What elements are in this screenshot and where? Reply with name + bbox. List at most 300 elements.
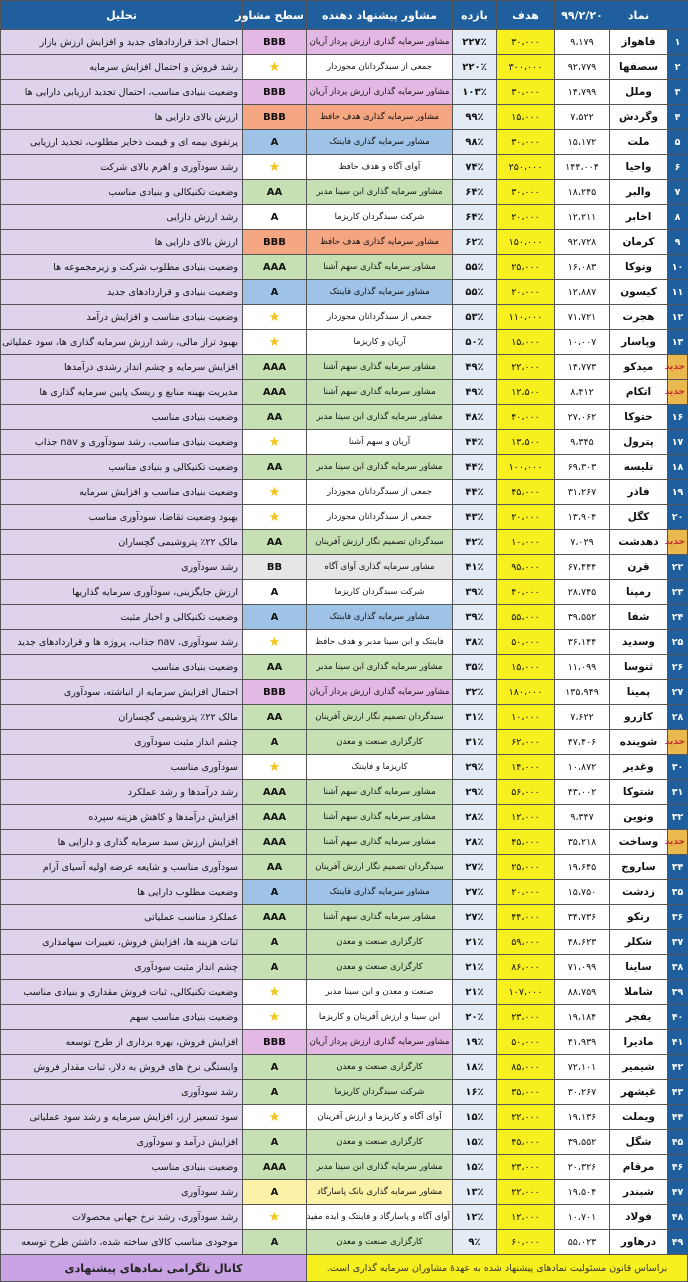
target-cell: ۲۳،۰۰۰	[497, 1005, 555, 1030]
return-cell: ۱۵٪	[453, 1130, 497, 1155]
level-cell: AAA	[243, 780, 307, 805]
row-number: ۲۸	[668, 705, 688, 730]
return-cell: ۷۴٪	[453, 155, 497, 180]
table-row	[1, 580, 688, 605]
target-cell: ۱۰،۰۰۰	[497, 705, 555, 730]
row-number: ۲۴	[668, 605, 688, 630]
level-cell: BBB	[243, 80, 307, 105]
advisor-cell: مشاور سرمایه گذاری سهم آشنا	[307, 805, 453, 830]
row-number: ۴۱	[668, 1030, 688, 1055]
level-cell: A	[243, 1230, 307, 1255]
target-cell: ۴۵،۰۰۰	[497, 830, 555, 855]
header-level: سطح مشاور	[243, 1, 307, 30]
level-cell: AAA	[243, 830, 307, 855]
target-cell: ۳۰۰،۰۰۰	[497, 55, 555, 80]
row-number: ۱۷	[668, 430, 688, 455]
level-cell	[243, 755, 307, 780]
analysis-cell: سودآوری مناسب	[1, 755, 243, 780]
symbol-cell: اخابر	[610, 205, 668, 230]
table-row	[1, 280, 688, 305]
advisor-cell: آوای آگاه و پاسارگاد و فاینتک و ایده مفید	[307, 1205, 453, 1230]
level-cell: AA	[243, 180, 307, 205]
analysis-cell: وضعیت بنیادی مناسب	[1, 655, 243, 680]
advisor-cell: مشاور سرمایه گذاری سهم آشنا	[307, 830, 453, 855]
return-cell: ۱۵٪	[453, 1105, 497, 1130]
symbol-cell: پمینا	[610, 680, 668, 705]
row-number: ۴	[668, 105, 688, 130]
symbol-cell: والبر	[610, 180, 668, 205]
symbol-cell: فاذر	[610, 480, 668, 505]
row-number: ۲۲	[668, 555, 688, 580]
return-cell: ۳۹٪	[453, 580, 497, 605]
target-cell: ۲۲،۰۰۰	[497, 1105, 555, 1130]
level-cell	[243, 430, 307, 455]
table-row	[1, 405, 688, 430]
row-number: ۶	[668, 155, 688, 180]
price-cell: ۱۲،۲۱۱	[555, 205, 610, 230]
analysis-cell: وضعیت مطلوب دارایی ها	[1, 880, 243, 905]
advisor-cell: مشاور سرمایه گذاری ابن سینا مدبر	[307, 1155, 453, 1180]
table-row	[1, 855, 688, 880]
table-row	[1, 630, 688, 655]
level-cell: BBB	[243, 680, 307, 705]
return-cell: ۵۰٪	[453, 330, 497, 355]
analysis-cell: وابستگی نرخ های فروش به دلار، ثبات مقدار فروش	[1, 1055, 243, 1080]
advisor-cell: مشاور سرمایه گذاری ارزش پرداز آریان	[307, 80, 453, 105]
price-cell: ۲۸،۷۴۵	[555, 580, 610, 605]
row-number: ۳۸	[668, 955, 688, 980]
price-cell: ۴۷،۴۰۶	[555, 730, 610, 755]
symbol-cell: ساروج	[610, 855, 668, 880]
row-number: ۱۰	[668, 255, 688, 280]
target-cell: ۱۵،۰۰۰	[497, 330, 555, 355]
analysis-cell: افزایش ارزش سبد سرمایه گذاری و دارایی ها	[1, 830, 243, 855]
table-row	[1, 480, 688, 505]
star-icon: ★	[268, 434, 281, 450]
analysis-cell: مالک ۲۲٪ پتروشیمی گچساران	[1, 530, 243, 555]
symbol-cell: غیشهر	[610, 1080, 668, 1105]
return-cell: ۴۴٪	[453, 480, 497, 505]
row-number: ۴۹	[668, 1230, 688, 1255]
price-cell: ۷،۰۲۹	[555, 530, 610, 555]
table-row	[1, 330, 688, 355]
table-row	[1, 530, 688, 555]
table-row	[1, 255, 688, 280]
table-row	[1, 830, 688, 855]
table-row	[1, 1030, 688, 1055]
row-number: ۲۷	[668, 680, 688, 705]
row-number: ۴۷	[668, 1180, 688, 1205]
table-row	[1, 130, 688, 155]
advisor-cell: مشاور سرمایه گذاری ارزش پرداز آریان	[307, 1030, 453, 1055]
level-cell	[243, 305, 307, 330]
table-row	[1, 880, 688, 905]
symbol-cell: مادیرا	[610, 1030, 668, 1055]
price-cell: ۱۹،۶۴۵	[555, 855, 610, 880]
target-cell: ۲۰،۰۰۰	[497, 280, 555, 305]
symbol-cell: شتوکا	[610, 780, 668, 805]
price-cell: ۳۶،۱۴۴	[555, 630, 610, 655]
analysis-cell: رشد سودآوری، nav جذاب، پروژه ها و قراردادهای جدید	[1, 630, 243, 655]
symbol-cell: مرقام	[610, 1155, 668, 1180]
row-number: ۹	[668, 230, 688, 255]
star-icon: ★	[268, 509, 281, 525]
price-cell: ۱۰،۷۰۱	[555, 1205, 610, 1230]
advisor-cell: کارگزاری صنعت و معدن	[307, 730, 453, 755]
symbol-cell: ویملت	[610, 1105, 668, 1130]
return-cell: ۱۶٪	[453, 1080, 497, 1105]
symbol-cell: درهاور	[610, 1230, 668, 1255]
symbol-cell: تلیسه	[610, 455, 668, 480]
symbol-cell: واحیا	[610, 155, 668, 180]
return-cell: ۴۴٪	[453, 455, 497, 480]
price-cell: ۱۰،۰۰۷	[555, 330, 610, 355]
advisor-cell: مشاور سرمایه گذاری آوای آگاه	[307, 555, 453, 580]
symbol-cell: کگل	[610, 505, 668, 530]
return-cell: ۳۵٪	[453, 655, 497, 680]
advisor-cell: جمعی از سبدگردانان مجوزدار	[307, 505, 453, 530]
table-row	[1, 180, 688, 205]
target-cell: ۶۰،۰۰۰	[497, 1230, 555, 1255]
footer-disclaimer: براساس قانون مسئولیت نمادهای پیشنهاد شده به عهدهٔ مشاوران سرمایه گذاری است.	[307, 1255, 688, 1282]
table-body	[1, 30, 688, 1255]
table-row	[1, 55, 688, 80]
level-cell	[243, 1005, 307, 1030]
return-cell: ۱۲٪	[453, 1205, 497, 1230]
telegram-channel-label[interactable]: کانال تلگرامی نمادهای پیشنهادی	[1, 1255, 307, 1282]
return-cell: ۴۹٪	[453, 380, 497, 405]
symbol-cell: شفا	[610, 605, 668, 630]
row-number: ۳۷	[668, 930, 688, 955]
return-cell: ۳۱٪	[453, 705, 497, 730]
return-cell: ۲۱٪	[453, 955, 497, 980]
target-cell: ۱۸۰،۰۰۰	[497, 680, 555, 705]
symbol-cell: شیمیر	[610, 1055, 668, 1080]
symbol-cell: شاملا	[610, 980, 668, 1005]
table-row	[1, 155, 688, 180]
analysis-cell: افزایش درآمد و سودآوری	[1, 1130, 243, 1155]
star-icon: ★	[268, 634, 281, 650]
return-cell: ۴۹٪	[453, 355, 497, 380]
row-number: ۳۵	[668, 880, 688, 905]
level-cell: BB	[243, 555, 307, 580]
level-cell: BBB	[243, 30, 307, 55]
symbol-cell: وپاسار	[610, 330, 668, 355]
price-cell: ۹،۳۴۵	[555, 430, 610, 455]
price-cell: ۳۹،۵۵۲	[555, 605, 610, 630]
price-cell: ۳۹،۵۵۲	[555, 1130, 610, 1155]
target-cell: ۸۵،۰۰۰	[497, 1055, 555, 1080]
return-cell: ۴۱٪	[453, 555, 497, 580]
level-cell: A	[243, 580, 307, 605]
return-cell: ۳۹٪	[453, 605, 497, 630]
symbol-cell: قرن	[610, 555, 668, 580]
symbol-cell: فاهواز	[610, 30, 668, 55]
price-cell: ۱۴،۷۹۹	[555, 80, 610, 105]
analysis-cell: ثبات هزینه ها، افزایش فروش، تغییرات سهامداری	[1, 930, 243, 955]
level-cell: A	[243, 605, 307, 630]
advisor-cell: کارگزاری صنعت و معدن	[307, 1130, 453, 1155]
table-row	[1, 355, 688, 380]
price-cell: ۱۹،۵۰۴	[555, 1180, 610, 1205]
table-row	[1, 380, 688, 405]
table-row	[1, 555, 688, 580]
target-cell: ۱۰۷،۰۰۰	[497, 980, 555, 1005]
price-cell: ۱۴۴،۰۰۴	[555, 155, 610, 180]
price-cell: ۷،۵۲۲	[555, 105, 610, 130]
return-cell: ۱۵٪	[453, 1155, 497, 1180]
analysis-cell: بهبود تراز مالی، رشد ارزش سرمایه گذاری ها، سود عملیاتی	[1, 330, 243, 355]
target-cell: ۵۰،۰۰۰	[497, 1030, 555, 1055]
table-row	[1, 780, 688, 805]
symbol-cell: ساینا	[610, 955, 668, 980]
table-row	[1, 1230, 688, 1255]
target-cell: ۲۰،۰۰۰	[497, 505, 555, 530]
advisor-cell: جمعی از سبدگردانان مجوزدار	[307, 305, 453, 330]
row-number: ۸	[668, 205, 688, 230]
star-icon: ★	[268, 1109, 281, 1125]
return-cell: ۲۸٪	[453, 830, 497, 855]
table-row	[1, 655, 688, 680]
table-row	[1, 1130, 688, 1155]
table-row	[1, 905, 688, 930]
return-cell: ۱۸٪	[453, 1055, 497, 1080]
symbol-cell: اتکام	[610, 380, 668, 405]
return-cell: ۶۴٪	[453, 205, 497, 230]
symbol-cell: زدشت	[610, 880, 668, 905]
analysis-cell: احتمال اخذ قراردادهای جدید و افزایش ارزش بازار	[1, 30, 243, 55]
symbol-cell: کرمان	[610, 230, 668, 255]
table-row	[1, 1005, 688, 1030]
row-number: ۳۶	[668, 905, 688, 930]
advisor-cell: کارگزاری صنعت و معدن	[307, 930, 453, 955]
return-cell: ۴۳٪	[453, 505, 497, 530]
return-cell: ۲۷٪	[453, 855, 497, 880]
row-number: جدید	[668, 530, 688, 555]
row-number: ۴۶	[668, 1155, 688, 1180]
analysis-cell: موجودی مناسب کالای ساخته شده، داشتن طرح توسعه	[1, 1230, 243, 1255]
target-cell: ۵۰،۰۰۰	[497, 630, 555, 655]
table-row	[1, 1055, 688, 1080]
price-cell: ۷۲،۱۰۱	[555, 1055, 610, 1080]
symbol-cell: میدکو	[610, 355, 668, 380]
target-cell: ۲۳،۰۰۰	[497, 1155, 555, 1180]
price-cell: ۶۷،۴۴۴	[555, 555, 610, 580]
target-cell: ۲۰،۰۰۰	[497, 880, 555, 905]
target-cell: ۱۱۰،۰۰۰	[497, 305, 555, 330]
analysis-cell: وضعیت بنیادی مناسب، احتمال تجدید ارزیابی دارایی ها	[1, 80, 243, 105]
header-symbol: نماد	[610, 1, 668, 30]
advisor-cell: مشاور سرمایه گذاری ابن سینا مدبر	[307, 405, 453, 430]
target-cell: ۲۲،۰۰۰	[497, 1180, 555, 1205]
return-cell: ۱۰۳٪	[453, 80, 497, 105]
table-row	[1, 605, 688, 630]
price-cell: ۳۰،۲۶۷	[555, 1080, 610, 1105]
return-cell: ۶۴٪	[453, 180, 497, 205]
level-cell	[243, 1205, 307, 1230]
advisor-cell: مشاور سرمایه گذاری فاینتک	[307, 605, 453, 630]
star-icon: ★	[268, 1209, 281, 1225]
advisor-cell: کارگزاری صنعت و معدن	[307, 1055, 453, 1080]
symbol-cell: ونوین	[610, 805, 668, 830]
row-number: جدید	[668, 830, 688, 855]
target-cell: ۵۶،۰۰۰	[497, 780, 555, 805]
advisor-cell: آوای آگاه و هدف حافظ	[307, 155, 453, 180]
advisor-cell: سبدگردان تصمیم نگار ارزش آفرینان	[307, 855, 453, 880]
level-cell: AAA	[243, 380, 307, 405]
row-number: ۲۳	[668, 580, 688, 605]
level-cell: AAA	[243, 905, 307, 930]
price-cell: ۱۵،۷۵۰	[555, 880, 610, 905]
row-number: ۱	[668, 30, 688, 55]
price-cell: ۷۱،۰۹۹	[555, 955, 610, 980]
table-row	[1, 730, 688, 755]
analysis-cell: رشد سودآوری، رشد نرخ جهانی محصولات	[1, 1205, 243, 1230]
table-row	[1, 1080, 688, 1105]
target-cell: ۴۰،۰۰۰	[497, 580, 555, 605]
level-cell	[243, 330, 307, 355]
row-number: ۳۹	[668, 980, 688, 1005]
target-cell: ۱۰۰،۰۰۰	[497, 455, 555, 480]
table-row	[1, 1205, 688, 1230]
row-number: ۴۸	[668, 1205, 688, 1230]
row-number: ۱۳	[668, 330, 688, 355]
target-cell: ۳۵،۰۰۰	[497, 1080, 555, 1105]
star-icon: ★	[268, 334, 281, 350]
target-cell: ۴۵،۰۰۰	[497, 1130, 555, 1155]
advisor-cell: سبدگردان تصمیم نگار ارزش آفرینان	[307, 705, 453, 730]
price-cell: ۷،۶۲۲	[555, 705, 610, 730]
row-number: ۲۵	[668, 630, 688, 655]
target-cell: ۱۵،۰۰۰	[497, 655, 555, 680]
analysis-cell: عملکرد مناسب عملیاتی	[1, 905, 243, 930]
analysis-cell: وضعیت تکنیکالی و اخبار مثبت	[1, 605, 243, 630]
symbol-cell: شوینده	[610, 730, 668, 755]
advisor-cell: شرکت سبدگردان کاریزما	[307, 580, 453, 605]
analysis-cell: رشد سودآوری و اهرم بالای شرکت	[1, 155, 243, 180]
price-cell: ۸،۴۱۲	[555, 380, 610, 405]
return-cell: ۲۱٪	[453, 980, 497, 1005]
level-cell	[243, 1105, 307, 1130]
level-cell: A	[243, 280, 307, 305]
table-row	[1, 505, 688, 530]
price-cell: ۱۱،۰۹۹	[555, 655, 610, 680]
row-number: ۱۹	[668, 480, 688, 505]
analysis-cell: افزایش سرمایه و چشم انداز رشدی درآمدها	[1, 355, 243, 380]
analysis-cell: افزایش فروش، بهره برداری از طرح توسعه	[1, 1030, 243, 1055]
return-cell: ۹۹٪	[453, 105, 497, 130]
advisor-cell: شرکت سبدگردان کاریزما	[307, 205, 453, 230]
symbol-cell: شکلر	[610, 930, 668, 955]
star-icon: ★	[268, 309, 281, 325]
advisor-cell: مشاور سرمایه گذاری ابن سینا مدبر	[307, 180, 453, 205]
symbol-cell: سصفها	[610, 55, 668, 80]
target-cell: ۱۵۰،۰۰۰	[497, 230, 555, 255]
symbol-cell: یفجر	[610, 1005, 668, 1030]
header-row-num	[668, 1, 688, 30]
return-cell: ۹۸٪	[453, 130, 497, 155]
level-cell: A	[243, 930, 307, 955]
star-icon: ★	[268, 1009, 281, 1025]
price-cell: ۱۸،۲۴۵	[555, 180, 610, 205]
analysis-cell: وضعیت تکنیکالی و بنیادی مناسب	[1, 180, 243, 205]
header-price-date: ۹۹/۲/۲۰	[555, 1, 610, 30]
price-cell: ۴۸،۶۲۳	[555, 930, 610, 955]
row-number: ۴۰	[668, 1005, 688, 1030]
row-number: ۳۰	[668, 755, 688, 780]
symbol-cell: رتکو	[610, 905, 668, 930]
price-cell: ۱۲،۸۸۷	[555, 280, 610, 305]
symbol-cell: شبندر	[610, 1180, 668, 1205]
target-cell: ۱۲،۰۰۰	[497, 1205, 555, 1230]
price-cell: ۱۳،۹۰۴	[555, 505, 610, 530]
analysis-cell: بهبود وضعیت تقاضا، سودآوری مناسب	[1, 505, 243, 530]
level-cell: BBB	[243, 105, 307, 130]
advisor-cell: آریان و سهم آشنا	[307, 430, 453, 455]
table-row	[1, 80, 688, 105]
row-number: جدید	[668, 380, 688, 405]
table-row	[1, 305, 688, 330]
target-cell: ۱۰،۰۰۰	[497, 530, 555, 555]
target-cell: ۳۰،۰۰۰	[497, 130, 555, 155]
table-row	[1, 455, 688, 480]
advisor-cell: شرکت سبدگردان کاریزما	[307, 1080, 453, 1105]
price-cell: ۱۹،۱۸۴	[555, 1005, 610, 1030]
level-cell: AA	[243, 705, 307, 730]
row-number: ۳۴	[668, 855, 688, 880]
table-row	[1, 955, 688, 980]
table-row	[1, 30, 688, 55]
advisor-cell: کارگزاری صنعت و معدن	[307, 955, 453, 980]
price-cell: ۱۳۵،۹۴۹	[555, 680, 610, 705]
analysis-cell: احتمال افزایش سرمایه از انباشته، سودآوری	[1, 680, 243, 705]
analysis-cell: رشد سودآوری	[1, 555, 243, 580]
return-cell: ۵۵٪	[453, 280, 497, 305]
analysis-cell: وضعیت بنیادی مناسب	[1, 1155, 243, 1180]
row-number: جدید	[668, 355, 688, 380]
advisor-cell: مشاور سرمایه گذاری فاینتک	[307, 880, 453, 905]
target-cell: ۱۲،۵۰۰	[497, 380, 555, 405]
symbol-cell: دهدشت	[610, 530, 668, 555]
symbol-cell: وتوکا	[610, 255, 668, 280]
table-row	[1, 205, 688, 230]
target-cell: ۱۲،۰۰۰	[497, 805, 555, 830]
level-cell: AAA	[243, 805, 307, 830]
level-cell	[243, 980, 307, 1005]
level-cell: AA	[243, 455, 307, 480]
analysis-cell: سود تسعیر ارز، افزایش سرمایه و رشد سود عملیاتی	[1, 1105, 243, 1130]
analysis-cell: وضعیت بنیادی مناسب	[1, 405, 243, 430]
price-cell: ۴۱،۹۳۹	[555, 1030, 610, 1055]
level-cell: AA	[243, 655, 307, 680]
analysis-cell: پرتفوی بیمه ای و قیمت ذخایر مطلوب، تجدید ارزیابی	[1, 130, 243, 155]
price-cell: ۶۹،۳۰۳	[555, 455, 610, 480]
symbol-cell: کازرو	[610, 705, 668, 730]
symbol-cell: وگردش	[610, 105, 668, 130]
star-icon: ★	[268, 759, 281, 775]
advisor-cell: مشاور سرمایه گذاری ارزش پرداز آریان	[307, 680, 453, 705]
table-row	[1, 680, 688, 705]
advisor-cell: مشاور سرمایه گذاری ابن سینا مدبر	[307, 655, 453, 680]
advisor-cell: ابن سینا و ارزش آفرینان و کاریزما	[307, 1005, 453, 1030]
level-cell: AA	[243, 405, 307, 430]
level-cell: A	[243, 1080, 307, 1105]
header-advisor: مشاور پیشنهاد دهنده	[307, 1, 453, 30]
target-cell: ۸۶،۰۰۰	[497, 955, 555, 980]
star-icon: ★	[268, 484, 281, 500]
level-cell: BBB	[243, 230, 307, 255]
analysis-cell: چشم انداز مثبت سودآوری	[1, 955, 243, 980]
